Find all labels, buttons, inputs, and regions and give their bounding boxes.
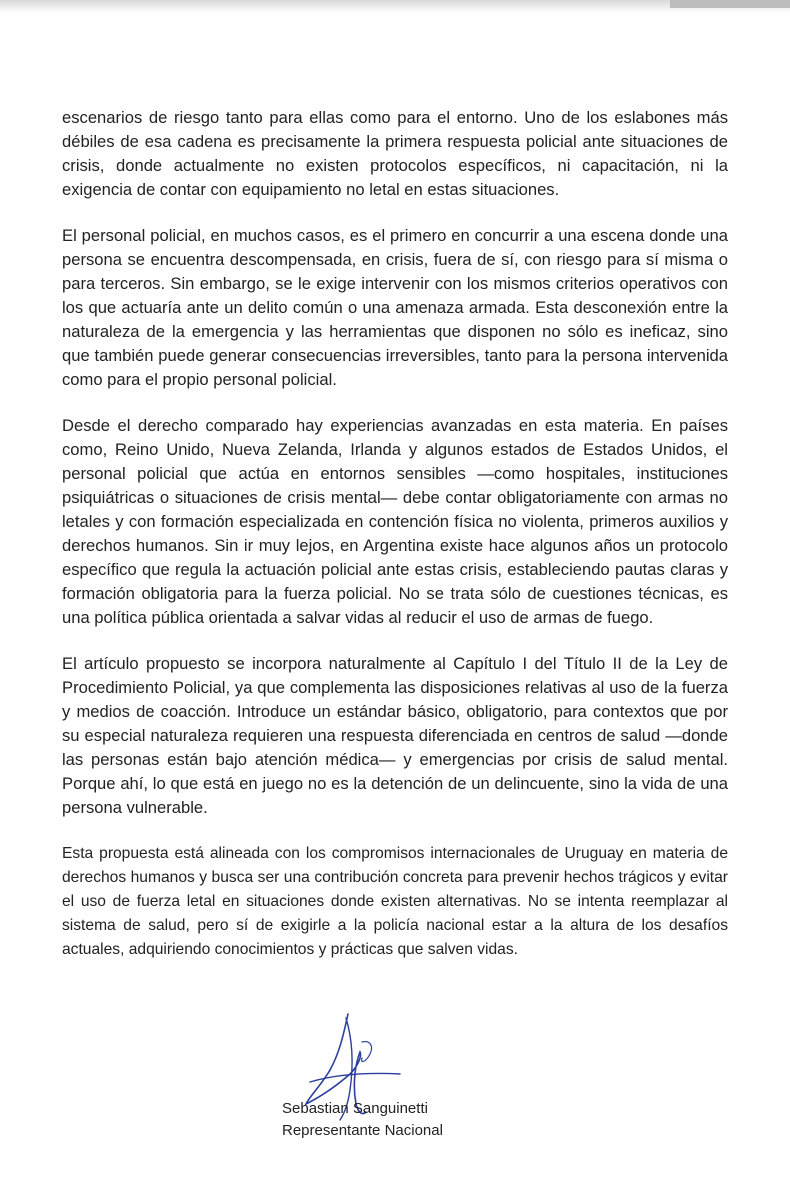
signature-block	[282, 1098, 443, 1142]
paragraph-1: escenarios de riesgo tanto para ellas como para el entorno. Uno de los eslabones más débiles de esa cadena es precisamente la primera respuesta policial ante situaciones de crisis, donde actualmente no existen protocolos específicos, ni capacitación, ni la exigencia de contar con equipamiento no letal en estas situaciones.	[62, 108, 728, 199]
paragraph-3: Desde el derecho comparado hay experiencias avanzadas en esta materia. En países como, Reino Unido, Nueva Zelanda, Irlanda y algunos estados de Estados Unidos, el personal policial que actúa en entornos sensibles —como hospitales, instituciones psiquiátricas o situaciones de crisis mental— debe contar obligatoriamente con armas no letales y con formación especializada en contención física no violenta, primeros auxilios y derechos humanos. Sin ir muy lejos, en Argentina existe hace algunos años un protocolo específico que regula la actuación policial ante estas crisis, estableciendo pautas claras y formación obligatoria para la fuerza policial. No se trata sólo de cuestiones técnicas, es una política pública orientada a salvar vidas al reducir el uso de armas de fuego.	[62, 416, 728, 627]
paragraph-5: Esta propuesta está alineada con los compromisos internacionales de Uruguay en materia de derechos humanos y busca ser una contribución concreta para prevenir hechos trágicos y evitar el uso de fuerza letal en situaciones donde existen alternativas. No se intenta reemplazar al sistema de salud, pero sí de exigirle a la policía nacional estar a la altura de los desafíos actuales, adquiriendo conocimientos y prácticas que salven vidas.	[62, 845, 728, 958]
page-top-edge	[0, 0, 790, 14]
signer-name: Sebastian Sanguinetti	[282, 1100, 428, 1117]
document-body	[62, 106, 728, 984]
paragraph-4: El artículo propuesto se incorpora naturalmente al Capítulo I del Título II de la Ley de Procedimiento Policial, ya que complementa las disposiciones relativas al uso de la fuerza y medios de coacción. Introduce un estándar básico, obligatorio, para contextos que por su especial naturaleza requieren una respuesta diferenciada en centros de salud —donde las personas están bajo atención médica— y emergencias por crisis de salud mental. Porque ahí, lo que está en juego no es la detención de un delincuente, sino la vida de una persona vulnerable.	[62, 654, 728, 817]
paragraph-2: El personal policial, en muchos casos, es el primero en concurrir a una escena donde una persona se encuentra descompensada, en crisis, fuera de sí, con riesgo para sí misma o para terceros. Sin embargo, se le exige intervenir con los mismos criterios operativos con los que actuaría ante un delito común o una amenaza armada. Esta desconexión entre la naturaleza de la emergencia y las herramientas que disponen no sólo es ineficaz, sino que también puede generar consecuencias irreversibles, tanto para la persona intervenida como para el propio personal policial.	[62, 226, 728, 389]
signer-title: Representante Nacional	[282, 1122, 443, 1139]
